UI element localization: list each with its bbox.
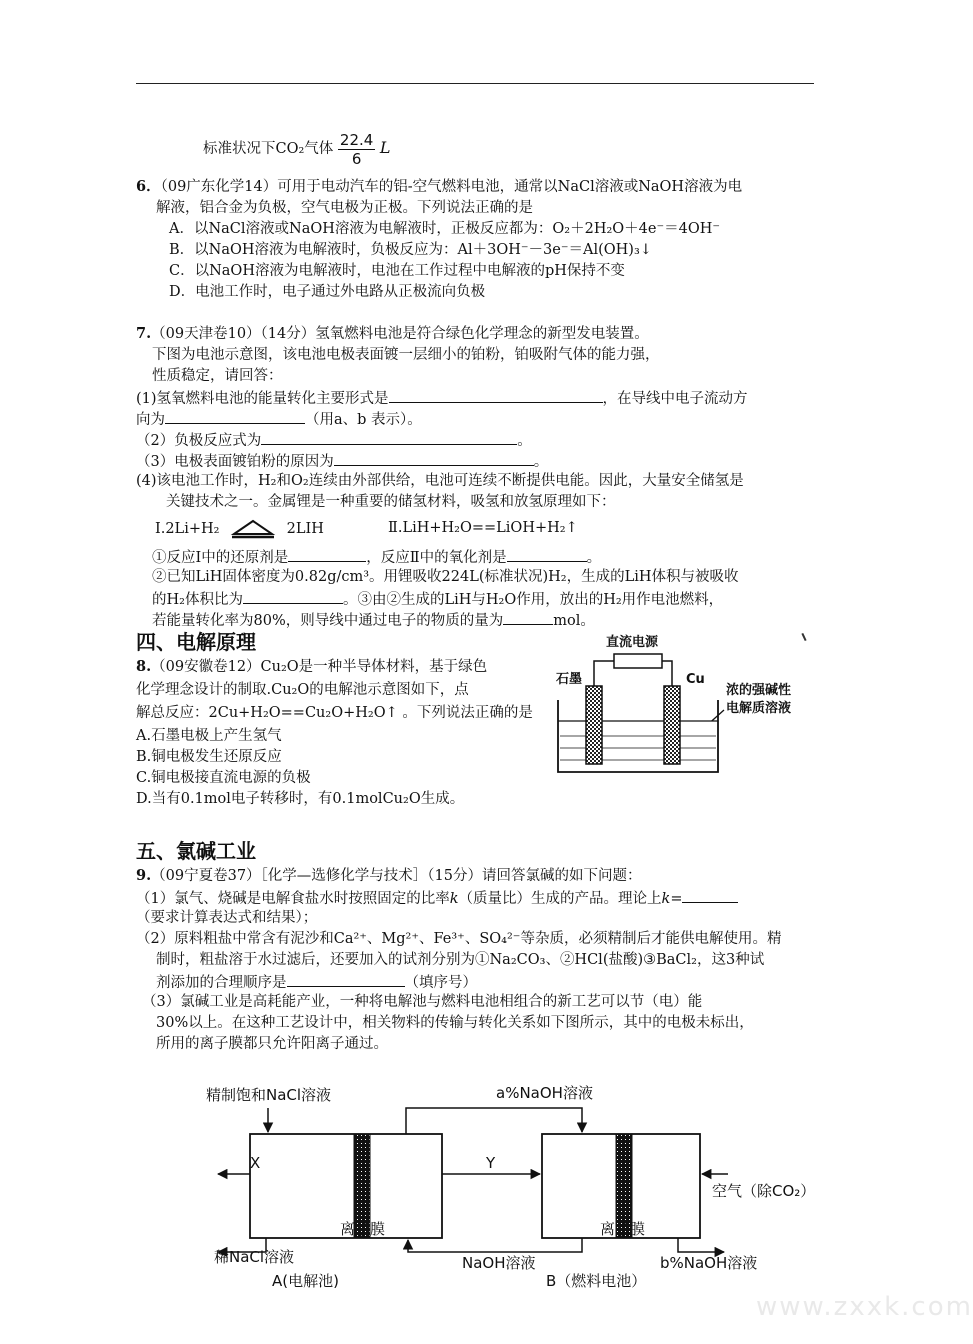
- cell-a-caption: A(电解池): [272, 1272, 339, 1290]
- x-label: X: [250, 1154, 261, 1172]
- q8-line1: 8.（09安徽卷12）Cu₂O是一种半导体材料，基于绿色: [136, 658, 488, 675]
- q8-line2: 化学理念设计的制取.Cu₂O的电解池示意图如下，点: [136, 682, 469, 698]
- answer-blank[interactable]: [682, 887, 738, 903]
- membrane-label-a: 离子膜: [340, 1220, 386, 1238]
- q9-part1-cont: （要求计算表达式和结果）；: [136, 910, 318, 926]
- air-label: 空气（除CO₂）: [712, 1182, 816, 1200]
- q9-line1: 9.（09宁夏卷37）［化学—选修化学与技术］（15分）请回答氯碱的如下问题：: [136, 867, 642, 884]
- answer-blank[interactable]: [243, 588, 343, 604]
- q6-option-b: B．以NaOH溶液为电解液时，负极反应为：Al＋3OH⁻－3e⁻＝Al(OH)₃↓: [169, 242, 652, 258]
- q7-part4-cont: 关键技术之一。金属锂是一种重要的储氢材料，吸氢和放氢原理如下：: [166, 494, 616, 510]
- answer-blank[interactable]: [288, 546, 366, 562]
- answer-blank[interactable]: [503, 609, 553, 625]
- q7-sub1: ①反应Ⅰ中的还原剂是 ，反应Ⅱ中的氧化剂是 。: [152, 546, 601, 568]
- chlor-alkali-process-diagram: [196, 1074, 826, 1294]
- graphite-label: 石墨: [556, 672, 583, 687]
- naoh-label: NaOH溶液: [462, 1254, 536, 1272]
- co2-volume-line: [203, 126, 391, 171]
- q9-part2-cont2: 剂添加的合理顺序是 （填序号）: [156, 971, 477, 993]
- q7-line3: 性质稳定，请回答：: [152, 368, 283, 384]
- reaction-two: Ⅱ.LiH+H₂O==LiOH+H₂↑: [388, 520, 578, 536]
- q7-line2: 下图为电池示意图，该电池电极表面镀一层细小的铂粉，铂吸附气体的能力强，: [152, 347, 660, 363]
- q9-part3: （3）氯碱工业是高耗能产业，一种将电解池与燃料电池相组合的新工艺可以节（电）能: [142, 994, 703, 1010]
- naoh-a-pipe: [406, 1108, 582, 1134]
- wire-right: [662, 661, 672, 686]
- q9-part2-cont: 制时，粗盐溶于水过滤后，还要加入的试剂分别为①Na₂CO₃、②HCl(盐酸)③BaCl₂，这3种试: [156, 952, 765, 968]
- q7-sub3: 若能量转化率为80%，则导线中通过电子的物质的量为 mol。: [152, 609, 595, 631]
- q8-option-a: A.石墨电极上产生氢气: [136, 728, 282, 744]
- q6-line2: 解液，铝合金为负极，空气电极为正极。下列说法正确的是: [156, 200, 533, 216]
- power-source-label: 直流电源: [606, 635, 659, 650]
- volume-unit: L: [379, 138, 391, 157]
- q6-number: 6．: [136, 178, 161, 195]
- fraction-numerator: 22.4: [339, 130, 374, 149]
- membrane-label-b: 离子膜: [600, 1220, 646, 1238]
- volume-fraction: [338, 131, 375, 168]
- q8-option-c: C.铜电极接直流电源的负极: [136, 770, 311, 786]
- fraction-denominator: 6: [351, 149, 362, 168]
- q7-part1-cont: 向为 （用a、b 表示）。: [136, 408, 422, 430]
- section-4-heading: 四、电解原理: [136, 630, 256, 654]
- cell-b-caption: B（燃料电池）: [546, 1272, 647, 1290]
- q7-part1: (1)氢氧燃料电池的能量转化主要形式是 ，在导线中电子流动方: [136, 387, 748, 409]
- q6-line1: 6．（09广东化学14）可用于电动汽车的铝-空气燃料电池，通常以NaCl溶液或NaOH溶液为电: [136, 178, 743, 195]
- q7-sub2-cont: 的H₂体积比为 。③由②生成的LiH与H₂O作用，放出的H₂用作电池燃料，: [152, 588, 723, 610]
- solution-label-1: 浓的强碱性: [726, 683, 792, 698]
- graphite-electrode: [586, 686, 602, 764]
- answer-blank[interactable]: [287, 971, 405, 987]
- q7-line1: 7.（09天津卷10）（14分）氢氧燃料电池是符合绿色化学理念的新型发电装置。: [136, 325, 649, 342]
- section-5-heading: 五、氯碱工业: [136, 839, 256, 863]
- answer-blank[interactable]: [334, 450, 534, 466]
- q9-part3-cont2: 所用的离子膜都只允许阳离子通过。: [156, 1036, 388, 1052]
- q7-part3: （3）电极表面镀铂粉的原因为 。: [136, 450, 548, 472]
- reaction-one: Ⅰ.2Li+H₂ 2LIH: [155, 518, 324, 540]
- q8-option-d: D.当有0.1mol电子转移时，有0.1molCu₂O生成。: [136, 791, 465, 807]
- top-rule: [136, 83, 814, 84]
- copper-electrode: [664, 686, 680, 764]
- naoh-b-label: b%NaOH溶液: [660, 1254, 758, 1272]
- feed-label: 精制饱和NaCl溶液: [206, 1086, 332, 1104]
- naoh-a-label: a%NaOH溶液: [496, 1084, 593, 1102]
- wire-left: [594, 661, 614, 686]
- naoh-b-pipe: [678, 1238, 724, 1252]
- answer-blank[interactable]: [165, 408, 305, 424]
- q6-option-a: A．以NaCl溶液或NaOH溶液为电解液时，正极反应都为：O₂＋2H₂O＋4e⁻＝4OH⁻: [169, 221, 721, 237]
- copper-label: Cu: [686, 672, 705, 687]
- q7-part4: (4)该电池工作时，H₂和O₂连续由外部供给，电池可连续不断提供电能。因此，大量安全储氢是: [136, 473, 744, 489]
- electrolyte-liquid: [559, 721, 717, 771]
- electrolysis-cell-diagram: [548, 626, 810, 778]
- q9-part2: （2）原料粗盐中常含有泥沙和Ca²⁺、Mg²⁺、Fe³⁺、SO₄²⁻等杂质，必须精制后才能供电解使用。精: [136, 931, 782, 947]
- q9-number: 9.: [136, 867, 152, 884]
- answer-blank[interactable]: [389, 387, 603, 403]
- solution-label-2: 电解质溶液: [726, 701, 792, 716]
- q6-option-c: C．以NaOH溶液为电解液时，电池在工作过程中电解液的pH保持不变: [169, 263, 625, 279]
- q7-part2: （2）负极反应式为 。: [136, 429, 532, 451]
- dilute-nacl-label: 稀NaCl溶液: [214, 1248, 295, 1266]
- q6-option-d: D．电池工作时，电子通过外电路从正极流向负极: [169, 284, 486, 300]
- q7-number: 7.: [136, 325, 152, 342]
- q9-part1: （1）氯气、烧碱是电解食盐水时按照固定的比率k（质量比）生成的产品。理论上k=: [136, 887, 738, 909]
- q9-part3-cont: 30%以上。在这种工艺设计中，相关物料的传输与转化关系如下图所示，其中的电极未标出，: [156, 1015, 754, 1031]
- y-label: Y: [486, 1154, 496, 1172]
- q8-option-b: B.铜电极发生还原反应: [136, 749, 282, 765]
- answer-blank[interactable]: [261, 429, 517, 445]
- co2-prefix: 标准状况下CO₂气体: [203, 141, 334, 157]
- answer-blank[interactable]: [507, 546, 587, 562]
- q8-line3: 解总反应：2Cu+H₂O==Cu₂O+H₂O↑ 。下列说法正确的是: [136, 705, 533, 721]
- naoh-loop-pipe: [408, 1238, 582, 1252]
- power-source-box: [614, 654, 662, 668]
- reversible-triangle-icon: [230, 518, 276, 540]
- q7-sub2: ②已知LiH固体密度为0.82g/cm³。用锂吸收224L(标准状况)H₂，生成的LiH体积与被吸收: [152, 569, 739, 585]
- q8-number: 8.: [136, 658, 152, 675]
- watermark: www.zxxk.com: [756, 1292, 973, 1322]
